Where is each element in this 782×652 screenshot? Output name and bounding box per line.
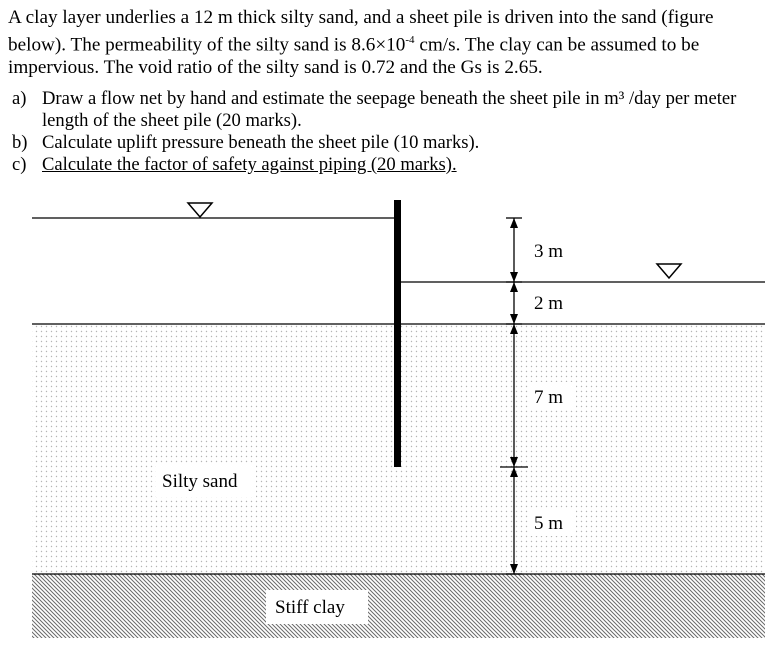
dimension-label-2m: 2 m [534,293,564,314]
stiff-clay-layer [32,574,765,638]
water-level-icon [657,264,681,278]
dimension-label-3m: 3 m [534,241,564,262]
part-label: c) [12,154,27,175]
part-text: Calculate the factor of safety against piping (20 marks). [42,154,457,175]
problem-intro: A clay layer underlies a 12 m thick silty sand, and a sheet pile is driven into the sand (figure below). The permeability of the silty sand is $8.6\times 10^{-4}$ cm/s. The clay can be assumed to be impervious. The void ratio of the silty sand is 0.72 and the Gs is 2.65. [8,7,714,79]
part-label: a) [12,88,27,109]
stiff-clay-label: Stiff clay [275,597,345,618]
silty-sand-label: Silty sand [162,471,238,492]
part-label: b) [12,132,28,153]
dimension-label-7m: 7 m [534,387,564,408]
part-text: Draw a flow net by hand and estimate the seepage beneath the sheet pile in m³ /day per meter length of the sheet pile (20 marks). [42,88,737,131]
sheet-pile [394,200,401,467]
water-level-icon [188,203,212,217]
dimension-label-5m: 5 m [534,513,564,534]
part-text: Calculate uplift pressure beneath the sheet pile (10 marks). [42,132,480,153]
